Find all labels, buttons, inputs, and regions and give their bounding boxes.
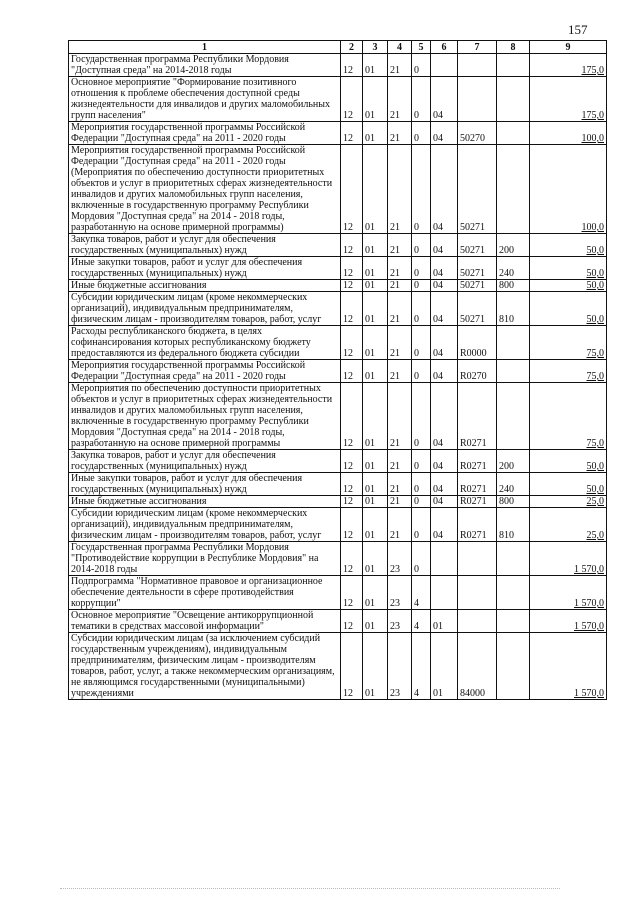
code-cell-8: 810 [497,292,530,326]
amount-cell: 100,0 [530,122,607,145]
code-cell-6: 04 [431,77,458,122]
code-cell-5: 0 [412,292,431,326]
amount-cell: 25,0 [530,508,607,542]
code-cell-6: 04 [431,473,458,496]
code-cell-2: 12 [341,77,363,122]
code-cell-5: 4 [412,610,431,633]
table-row [69,496,607,508]
code-cell-3: 01 [363,496,388,508]
code-cell-4: 21 [388,257,412,280]
row-name-cell: Закупка товаров, работ и услуг для обеспечения государственных (муниципальных) нужд [69,234,341,257]
code-cell-5: 0 [412,360,431,383]
code-cell-6: 04 [431,145,458,234]
table-body [69,54,607,700]
amount-cell: 1 570,0 [530,610,607,633]
table-row [69,257,607,280]
code-cell-5: 0 [412,326,431,360]
code-cell-4: 21 [388,292,412,326]
amount-cell: 50,0 [530,280,607,292]
code-cell-6: 04 [431,257,458,280]
code-cell-4: 21 [388,360,412,383]
code-cell-2: 12 [341,145,363,234]
code-cell-7: R0270 [458,360,497,383]
code-cell-2: 12 [341,496,363,508]
code-cell-4: 21 [388,508,412,542]
amount-cell: 50,0 [530,292,607,326]
code-cell-2: 12 [341,542,363,576]
code-cell-2: 12 [341,54,363,77]
row-name-cell: Расходы республиканского бюджета, в целях софинансирования которых республиканскому бюджету предоставляются из федерального бюджета субсидии [69,326,341,360]
code-cell-4: 21 [388,145,412,234]
table-row [69,610,607,633]
code-cell-2: 12 [341,360,363,383]
code-cell-2: 12 [341,450,363,473]
table-row [69,576,607,610]
amount-cell: 75,0 [530,383,607,450]
code-cell-4: 21 [388,473,412,496]
code-cell-8: 800 [497,496,530,508]
row-name-cell: Основное мероприятие "Освещение антикоррупционной тематики в средствах массовой информации" [69,610,341,633]
table-row [69,54,607,77]
code-cell-2: 12 [341,383,363,450]
row-name-cell: Государственная программа Республики Мордовия "Противодействие коррупции в Республике Мордовия" на 2014-2018 годы [69,542,341,576]
code-cell-6: 04 [431,280,458,292]
code-cell-5: 0 [412,145,431,234]
code-cell-7: 50271 [458,145,497,234]
code-cell-6: 04 [431,326,458,360]
code-cell-8 [497,54,530,77]
code-cell-2: 12 [341,257,363,280]
column-header: 1 [69,41,341,54]
column-header: 3 [363,41,388,54]
code-cell-7 [458,542,497,576]
row-name-cell: Иные бюджетные ассигнования [69,280,341,292]
column-header: 2 [341,41,363,54]
amount-cell: 50,0 [530,257,607,280]
code-cell-4: 23 [388,542,412,576]
code-cell-8: 800 [497,280,530,292]
scan-artifact-line [60,888,560,890]
code-cell-3: 01 [363,542,388,576]
table-row [69,292,607,326]
code-cell-4: 21 [388,450,412,473]
code-cell-5: 0 [412,234,431,257]
column-header: 6 [431,41,458,54]
table-row [69,122,607,145]
code-cell-8 [497,77,530,122]
code-cell-4: 21 [388,122,412,145]
code-cell-7: R0271 [458,508,497,542]
code-cell-2: 12 [341,326,363,360]
code-cell-6: 04 [431,234,458,257]
code-cell-8: 240 [497,473,530,496]
code-cell-4: 21 [388,234,412,257]
amount-cell: 175,0 [530,54,607,77]
column-header: 8 [497,41,530,54]
code-cell-8 [497,145,530,234]
row-name-cell: Субсидии юридическим лицам (кроме некоммерческих организаций), индивидуальным предпринимателям, физическим лицам - производителям товаров, работ, услуг [69,508,341,542]
code-cell-6: 04 [431,360,458,383]
row-name-cell: Иные закупки товаров, работ и услуг для обеспечения государственных (муниципальных) нужд [69,257,341,280]
code-cell-4: 23 [388,610,412,633]
code-cell-5: 0 [412,77,431,122]
code-cell-2: 12 [341,610,363,633]
code-cell-8 [497,542,530,576]
code-cell-8 [497,383,530,450]
code-cell-7 [458,77,497,122]
code-cell-8 [497,360,530,383]
code-cell-2: 12 [341,280,363,292]
code-cell-3: 01 [363,326,388,360]
code-cell-8 [497,633,530,700]
code-cell-7: 50271 [458,234,497,257]
code-cell-3: 01 [363,610,388,633]
code-cell-7: R0271 [458,496,497,508]
code-cell-7: R0271 [458,450,497,473]
code-cell-4: 23 [388,633,412,700]
table-row [69,360,607,383]
column-header: 7 [458,41,497,54]
code-cell-4: 21 [388,77,412,122]
amount-cell: 1 570,0 [530,542,607,576]
code-cell-7: R0271 [458,473,497,496]
code-cell-3: 01 [363,234,388,257]
code-cell-2: 12 [341,508,363,542]
table-row [69,145,607,234]
amount-cell: 1 570,0 [530,633,607,700]
code-cell-7: 50270 [458,122,497,145]
table-row [69,473,607,496]
row-name-cell: Мероприятия государственной программы Российской Федерации "Доступная среда" на 2011 - 2020 годы [69,360,341,383]
code-cell-6: 04 [431,383,458,450]
code-cell-5: 0 [412,508,431,542]
amount-cell: 50,0 [530,450,607,473]
code-cell-6: 04 [431,508,458,542]
code-cell-5: 4 [412,576,431,610]
code-cell-3: 01 [363,383,388,450]
column-header: 5 [412,41,431,54]
table-row [69,383,607,450]
code-cell-5: 0 [412,542,431,576]
row-name-cell: Иные закупки товаров, работ и услуг для обеспечения государственных (муниципальных) нужд [69,473,341,496]
table-row [69,450,607,473]
code-cell-3: 01 [363,280,388,292]
code-cell-7 [458,54,497,77]
code-cell-5: 0 [412,383,431,450]
table-row [69,633,607,700]
code-cell-6: 04 [431,122,458,145]
amount-cell: 50,0 [530,473,607,496]
code-cell-6: 04 [431,292,458,326]
code-cell-4: 21 [388,280,412,292]
row-name-cell: Мероприятия по обеспечению доступности приоритетных объектов и услуг в приоритетных сферах жизнедеятельности инвалидов и других маломобильных групп населения, включенные в государственную программу Республики Мордовия "Доступная среда" на 2014 - 2018 годы, разработанную на основе примерной программы [69,383,341,450]
code-cell-7: 50271 [458,257,497,280]
code-cell-8 [497,122,530,145]
code-cell-4: 21 [388,326,412,360]
table-row [69,234,607,257]
code-cell-8: 200 [497,450,530,473]
code-cell-3: 01 [363,360,388,383]
code-cell-7 [458,610,497,633]
amount-cell: 1 570,0 [530,576,607,610]
row-name-cell: Государственная программа Республики Мордовия "Доступная среда" на 2014-2018 годы [69,54,341,77]
code-cell-5: 4 [412,633,431,700]
code-cell-8 [497,576,530,610]
amount-cell: 75,0 [530,326,607,360]
row-name-cell: Субсидии юридическим лицам (за исключением субсидий государственным учреждениям), индивидуальным предпринимателям, физическим лицам - производителям товаров, работ, услуг, а также некоммерческим организациям, не являющимся государственными (муниципальными) учреждениями [69,633,341,700]
code-cell-8 [497,610,530,633]
row-name-cell: Иные бюджетные ассигнования [69,496,341,508]
code-cell-6 [431,542,458,576]
table-row [69,326,607,360]
table-row [69,280,607,292]
code-cell-7 [458,576,497,610]
code-cell-4: 21 [388,496,412,508]
amount-cell: 75,0 [530,360,607,383]
row-name-cell: Мероприятия государственной программы Российской Федерации "Доступная среда" на 2011 - 2020 годы (Мероприятия по обеспечению доступности приоритетных объектов и услуг в приоритетных сферах жизнедеятельности инвалидов и других маломобильных групп населения, включенные в государственную программу Республики Мордовия "Доступная среда" на 2014 - 2018 годы, разработанную на основе примерной программы) [69,145,341,234]
code-cell-7: R0271 [458,383,497,450]
code-cell-7: 50271 [458,280,497,292]
code-cell-4: 23 [388,576,412,610]
code-cell-2: 12 [341,633,363,700]
budget-table [68,40,607,700]
table-row [69,77,607,122]
code-cell-3: 01 [363,576,388,610]
code-cell-3: 01 [363,77,388,122]
column-header: 4 [388,41,412,54]
code-cell-5: 0 [412,473,431,496]
code-cell-7: R0000 [458,326,497,360]
code-cell-6: 04 [431,450,458,473]
amount-cell: 50,0 [530,234,607,257]
code-cell-2: 12 [341,234,363,257]
code-cell-3: 01 [363,508,388,542]
code-cell-3: 01 [363,292,388,326]
amount-cell: 100,0 [530,145,607,234]
code-cell-7: 50271 [458,292,497,326]
row-name-cell: Подпрограмма "Нормативное правовое и организационное обеспечение деятельности в сфере противодействия коррупции" [69,576,341,610]
row-name-cell: Мероприятия государственной программы Российской Федерации "Доступная среда" на 2011 - 2020 годы [69,122,341,145]
code-cell-5: 0 [412,496,431,508]
amount-cell: 175,0 [530,77,607,122]
row-name-cell: Субсидии юридическим лицам (кроме некоммерческих организаций), индивидуальным предпринимателям, физическим лицам - производителям товаров, работ, услуг [69,292,341,326]
table-row [69,508,607,542]
code-cell-3: 01 [363,633,388,700]
code-cell-3: 01 [363,450,388,473]
code-cell-8: 240 [497,257,530,280]
code-cell-3: 01 [363,145,388,234]
row-name-cell: Основное мероприятие "Формирование позитивного отношения к проблеме обеспечения доступной среды жизнедеятельности для инвалидов и других маломобильных групп населения" [69,77,341,122]
code-cell-2: 12 [341,122,363,145]
amount-cell: 25,0 [530,496,607,508]
code-cell-5: 0 [412,54,431,77]
code-cell-8 [497,326,530,360]
code-cell-6 [431,576,458,610]
column-header: 9 [530,41,607,54]
code-cell-4: 21 [388,54,412,77]
code-cell-6 [431,54,458,77]
code-cell-2: 12 [341,473,363,496]
code-cell-8: 810 [497,508,530,542]
code-cell-5: 0 [412,280,431,292]
code-cell-3: 01 [363,122,388,145]
code-cell-6: 01 [431,610,458,633]
code-cell-3: 01 [363,257,388,280]
code-cell-2: 12 [341,576,363,610]
code-cell-6: 01 [431,633,458,700]
code-cell-5: 0 [412,257,431,280]
page-number: 157 [568,22,588,37]
code-cell-6: 04 [431,496,458,508]
row-name-cell: Закупка товаров, работ и услуг для обеспечения государственных (муниципальных) нужд [69,450,341,473]
code-cell-7: 84000 [458,633,497,700]
table-row [69,542,607,576]
code-cell-3: 01 [363,54,388,77]
code-cell-5: 0 [412,122,431,145]
code-cell-5: 0 [412,450,431,473]
table-header-row [69,41,607,54]
code-cell-3: 01 [363,473,388,496]
code-cell-2: 12 [341,292,363,326]
code-cell-4: 21 [388,383,412,450]
code-cell-8: 200 [497,234,530,257]
